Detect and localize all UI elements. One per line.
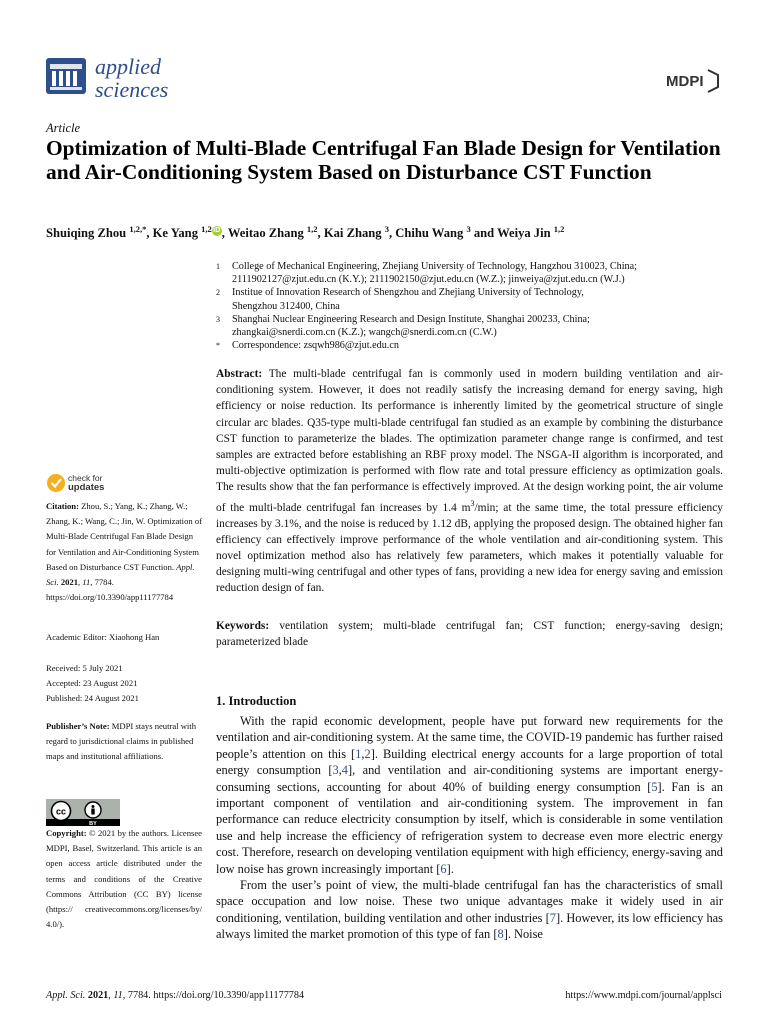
affiliation-line: zhangkai@snerdi.com.cn (K.Z.); wangch@snerdi.com.cn (C.W.) [232,327,497,339]
footer-journal-url[interactable]: https://www.mdpi.com/journal/applsci [565,990,722,1001]
intro-paragraph-1 [216,713,723,877]
author-name: Weitao Zhang [227,226,307,241]
copyright-text: © 2021 by the authors. Licensee MDPI, Basel, Switzerland. This article is an open access article distributed under the terms and conditions of the Creative Commons Attribution (CC BY) license (https:// creativecommons.org/licenses/by/ 4.0/). [46,828,202,930]
copyright-notice [46,826,202,932]
affiliation-item [216,286,736,312]
citation-text: Zhou, S.; Yang, K.; Zhang, W.; Zhang, K.; Wang, C.; Jin, W. Optimization of Multi-Blade Centrifugal Fan Blade Design for Ventilation and Air-Conditioning System Based on Disturbance CST Function. [46,501,202,572]
affiliation-line: College of Mechanical Engineering, Zhejiang University of Technology, Hangzhou 310023, China; [232,261,637,272]
author-affiliation-sup: 1,2 [553,224,565,234]
accepted-date: Accepted: 23 August 2021 [46,678,138,689]
affiliation-line: 2111902127@zjut.edu.cn (K.Y.); 2111902150@zjut.edu.cn (W.Z.); jinweiya@zjut.edu.cn (W.J.) [232,274,625,286]
journal-name-line2: sciences [95,77,169,102]
abstract-text-cont: /min; at the same time, the total pressure efficiency increases by 3.1%, and the noise is reduced by 1.12 dB, applying the proposed design. The obtained higher fan efficiency can effectively improve performance of the whole ventilation and air-conditioning system. This novel optimization method also has relatively few parameters, which makes it potentially valuable for designing multi-wing centrifugal and other types of fans, providing a new idea for energy saving and emission reduction design of fan. [216,501,723,595]
author-separator: , [146,226,153,241]
footer-year: 2021 [87,990,109,1001]
published-date: Published: 24 August 2021 [46,693,139,704]
reference-link[interactable]: 8 [497,927,504,942]
affiliation-text [232,260,736,286]
paragraph-text: ]. However, its low efficiency has always limited the market promotion of this type of fan [ [216,910,723,942]
citation-volume: 11 [82,577,91,588]
publisher-note [46,719,202,765]
academic-editor: Academic Editor: Xiaohong Han [46,632,160,642]
section-heading: 1. Introduction [216,694,297,708]
paragraph-text: ]. Noise [503,927,543,942]
reference-link[interactable]: 7 [549,910,556,925]
paragraph-text: , [361,746,365,761]
footer-volume: 11 [113,990,123,1001]
keywords-label: Keywords: [216,620,270,632]
author-name: Shuiqing Zhou [46,226,130,241]
intro-paragraph-2 [216,877,723,943]
journal-name-line1: applied [95,54,161,79]
publisher-logo-text: MDPI [666,73,704,90]
citation-journal: Appl. Sci. [46,561,195,588]
author-name: Chihu Wang [395,226,467,241]
citation: Citation: Zhou, S.; Yang, K.; Zhang, W.; Zhang, K.; Wang, C.; Jin, W. Optimization of Multi-Blade Centrifugal Fan Blade Design for Ventilation and Air-Conditioning System Based on Disturbance CST Function. Appl. Sci. 2021, 11, 7784. https://doi.org/10.3390/app11177784 [46,501,202,603]
reference-link[interactable]: 3 [332,763,339,778]
svg-text:BY: BY [89,821,97,826]
publisher-note-label: Publisher’s Note: [46,721,110,731]
check-updates-line1: check for [68,473,103,483]
author-affiliation-sup: 3 [384,224,389,234]
affiliation-line: Shengzhou 312400, China [232,300,340,312]
check-for-updates-text [68,474,104,492]
orcid-icon[interactable]: iD [213,227,221,234]
publisher-logo [664,66,722,96]
paragraph-text: From the user’s point of view, the multi-blade centrifugal fan has the characteristics of small space occupation and low noise. These two unique advantages make it widely used in air conditioning, ventilation, building ventilation and other industries [ [216,878,723,925]
affiliation-text [232,313,736,339]
affiliation-line: Correspondence: zsqwh986@zjut.edu.cn [232,340,399,352]
article-type: Article [46,121,81,135]
footer-journal: Appl. Sci. [46,990,86,1001]
affiliation-item [216,260,736,286]
publication-dates [46,661,202,707]
affiliation-item [216,313,736,339]
author-name: Kai Zhang [323,226,385,241]
affiliation-line: Institue of Innovation Research of Shengzhou and Zhejiang University of Technology, [232,287,584,299]
author-list [46,224,736,241]
article-title: Optimization of Multi-Blade Centrifugal Fan Blade Design for Ventilation and Air-Conditioning System Based on Disturbance CST Function [46,136,721,184]
affiliation-line: Shanghai Nuclear Engineering Research and Design Institute, Shanghai 200233, China; [232,313,590,325]
citation-doi[interactable]: , 7784. https://doi.org/10.3390/app11177784 [46,577,174,603]
received-date: Received: 5 July 2021 [46,663,123,673]
reference-link[interactable]: 4 [341,763,348,778]
abstract-text: The multi-blade centrifugal fan is commonly used in modern building ventilation and air-conditioning system. However, it does not readily satisfy the increasing demand for energy saving, high efficiency or noise reduction. Its performance is inherently limited by the geometrical structure of single circular arc blades. Q35-type multi-blade centrifugal fan studied as an example by combining the disturbance CST function to parameterize the blades. The optimization parameter change range is confirmed, and test samples are extracted before establishing an RBF proxy model. The NSGA-II algorithm is incorporated, and multi-objective optimization is performed with flow rate and total pressure efficiency as optimization goals. The results show that the fan performance is effectively improved. At the design working point, the air volume of the multi-blade centrifugal fan increases by 1.4 m [216,368,723,514]
keywords [216,618,723,650]
paragraph-text: ]. [446,861,454,876]
affiliation-text [232,286,736,312]
paragraph-text: ]. Fan is an important component of ventilation and air-conditioning system. The improvement in fan performance can reduce electricity consumption by itself, which is considerable in some ventilation use and help increase the efficiency of refrigeration system to decrease even more electric energy cost. Therefore, research on developing ventilation equipment with high efficiency, energy-saving and low noise has grown increasingly important [ [216,779,723,876]
author-separator: , [221,226,228,241]
cc-by-license-icon[interactable] [46,799,120,826]
affiliations [216,260,736,352]
affiliation-text [232,339,736,352]
abstract-label: Abstract: [216,368,263,380]
affiliation-number: * [216,341,220,351]
svg-text:cc: cc [55,806,67,817]
affiliation-number: 1 [216,262,220,271]
affiliation-item [216,339,736,352]
author-separator: , [317,226,324,241]
author-separator: and [470,226,498,241]
paragraph-text: ]. Building electrical energy accounts for a large proportion of total energy consumption [ [216,746,723,778]
citation-label: Citation: [46,501,79,511]
author-affiliation-sup: 1,2 [201,224,212,234]
introduction-body [216,713,723,943]
footer-doi[interactable]: , 7784. https://doi.org/10.3390/app11177784 [122,990,305,1001]
abstract-sup: 3 [470,498,475,508]
journal-logo-icon [46,58,86,94]
author-affiliation-sup: 3 [466,224,471,234]
author-affiliation-sup: 1,2 [306,224,318,234]
author-affiliation-sup: 1,2,* [129,224,147,234]
citation-year: 2021 [60,577,78,588]
affiliation-number: 3 [216,314,220,324]
paragraph-text: ], and ventilation and air-conditioning systems are important energy-consuming sections, accounting for about 40% of building energy consumption [ [216,763,723,794]
keywords-text: ventilation system; multi-blade centrifugal fan; CST function; energy-saving design; parameterized blade [216,620,723,649]
affiliation-number: 2 [216,288,220,298]
publisher-note-text: MDPI stays neutral with regard to jurisdictional claims in published maps and institutional affiliations. [46,721,196,762]
check-for-updates-button[interactable] [46,469,166,499]
copyright-label: Copyright: [46,828,87,838]
author-name: Ke Yang [152,226,202,241]
check-updates-line2: updates [68,482,105,493]
journal-name [95,55,168,101]
footer-citation: Appl. Sci. 2021, 11, 7784. https://doi.org/10.3390/app11177784 [46,990,305,1001]
reference-link[interactable]: 1 [355,746,362,761]
paragraph-text: With the rapid economic development, people have put forward new requirements for the ventilation and air-conditioning system. At the same time, the COVID-19 pandemic has further raised people’s attention on this [ [216,714,723,761]
reference-link[interactable]: 6 [440,861,447,876]
paragraph-text: , [338,763,342,778]
reference-link[interactable]: 2 [364,746,371,761]
author-name: Weiya Jin [497,226,554,241]
author-separator: , [388,226,396,241]
reference-link[interactable]: 5 [651,779,658,794]
abstract [216,366,723,597]
